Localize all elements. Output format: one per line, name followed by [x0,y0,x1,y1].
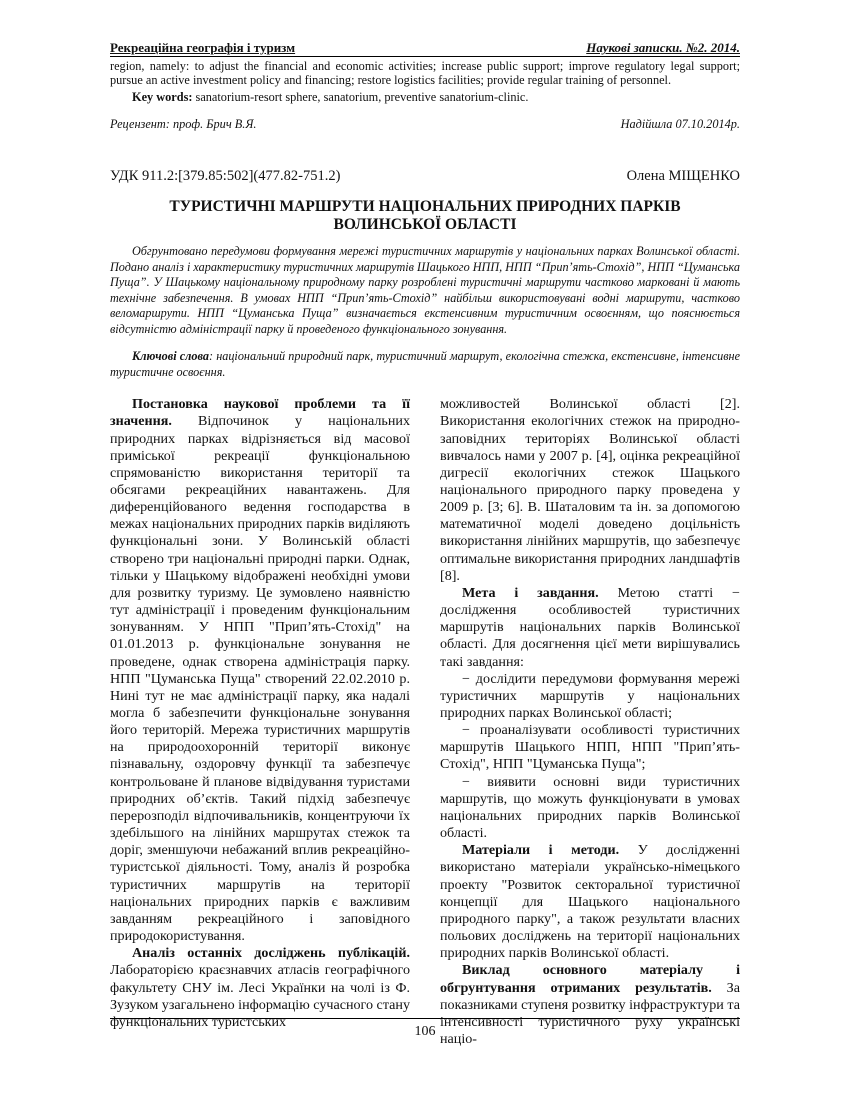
paragraph: Мета і завдання. Метою статті − дослідження особливостей туристичних маршрутів національних парків Волинської області. Для досягнення цієї мети вирішувались такі завдання: [440,584,740,670]
journal-issue: Наукові записки. №2. 2014. [586,40,740,55]
received-date: Надійшла 07.10.2014р. [620,117,740,131]
english-keywords-text: sanatorium-resort sphere, sanatorium, preventive sanatorium-clinic. [192,90,529,104]
paragraph: Матеріали і методи. У дослідженні використано матеріали українсько-німецького проекту "Розвиток секторальної туристичної концепції для Шацького національного природного парку", а також результати власних польових досліджень на території національних природних парків Волинської області. [440,842,740,962]
right-column [440,396,740,1048]
section-heading: Виклад основного матеріалу і обгрунтування отриманих результатів. [440,962,740,996]
article-title-line: ТУРИСТИЧНІ МАРШРУТИ НАЦІОНАЛЬНИХ ПРИРОДНИХ ПАРКІВ [169,198,681,215]
article-title-line: ВОЛИНСЬКОЇ ОБЛАСТІ [333,216,517,233]
ukrainian-keywords-text: : національний природний парк, туристичний маршрут, екологічна стежка, екстенсивне, інтенсивне туристичне освоєння. [110,349,740,379]
section-heading: Постановка наукової проблеми та її значення. [110,396,410,430]
page-number: 106 [414,1024,436,1039]
udc-code: УДК 911.2:[379.85:502](477.82-751.2) [110,168,341,184]
review-row [110,117,740,132]
journal-section: Рекреаційна географія і туризм [110,40,296,55]
paragraph: Постановка наукової проблеми та її значення. Відпочинок у національних природних парках відрізняється від масової приміської рекреації функціональною спрямованістю використання території та обсягами рекреаційних навантажень. Для диференційованого ведення господарства в межах національних природних парків виділяють функціональні зони. У Волинській області створено три національні природні парки. Однак, тільки у Шацькому відображені необхідні умови для розвитку туризму. Це зумовлено наявністю тут адміністрації і проведеним функціональним зонуванням. У НПП "Прип’ять-Стохід" на 01.01.2013 р. функціональне зонування не проведене, однак створена адміністрація парку. НПП "Цуманська Пуща" створений 22.02.2010 р. Нині тут не має адміністрації парку, яка надалі могла б забезпечити функціональне зонування його територій. Мережа туристичних маршрутів на природоохоронній території виконує пізнавальну, оздоровчу функції та забезпечує контрольоване й планове відвідування туристами природних об’єктів. Такий підхід забезпечує перерозподіл відпочивальників, концентруючи їх здебільшого на лінійних маршрутах стежок та доріг, зменшуючи небажаний вплив рекреаційно-туристської діяльності. Тому, аналіз й розробка туристичних маршрутів на території національних природних парків є важливим завданням рекреаційного і заповідного природокористування. [110,396,410,945]
ukrainian-abstract: Обгрунтовано передумови формування мережі туристичних маршрутів у національних парках Волинської області. Подано аналіз і характеристику туристичних маршрутів Шацького НПП, НПП “Прип’ять-Стохід”, НПП “Цуманська Пуща”. У Шацькому національному природному парку розроблені туристичні маршрути частково марковані й мають технічне забезпечення. В умовах НПП “Прип’ять-Стохід” найбільш використовувані водні маршрути, частково веломаршрути. НПП “Цуманська Пуща” визначається екстенсивним туристичним освоєнням, що пояснюється відсутністю адміністрації парку й проведеного функціонального зонування. [110,244,740,336]
footer-rule [110,1018,740,1019]
body-columns [110,396,740,1048]
english-keywords-label: Key words: [132,90,193,104]
author-name: Олена МІЩЕНКО [626,168,740,184]
ukrainian-keywords-label: Ключові слова [132,349,209,364]
running-header [110,40,740,57]
udc-row [110,168,740,185]
article-title [110,198,740,234]
paragraph: Аналіз останніх досліджень публікацій. Лабораторією краєзнавчих атласів географічного факультету СНУ ім. Лесі Українки на чолі із Ф. Зузуком узагальнено інформацію сучасного стану функціональних туристських [110,945,410,1030]
section-heading: Матеріали і методи. [462,842,620,859]
reviewer: Рецензент: проф. Брич В.Я. [110,117,257,131]
page [110,40,740,1048]
task-item: − виявити основні види туристичних маршрутів, що можуть функціонувати в умовах національних природних парків Волинської області. [440,773,740,842]
ukrainian-keywords [110,349,740,380]
left-column [110,396,410,1048]
paragraph: можливостей Волинської області [2]. Використання екологічних стежок на природно-заповідних територіях Волинської області вивчалось нами у 2007 р. [4], оцінка рекреаційної дигресії екологічних стежок Шацького національного природного парку проведена у 2009 р. [3; 6]. В. Шаталовим та ін. за допомогою математичної моделі доведено доцільність використання лінійних маршрутів, що забезпечує оптимальне використання природних ландшафтів [8]. [440,396,740,584]
section-heading: Аналіз останніх досліджень публікацій. [132,945,410,962]
task-item: − дослідити передумови формування мережі туристичних маршрутів у національних природних парках Волинської області; [440,670,740,721]
section-heading: Мета і завдання. [462,584,599,601]
paragraph: Виклад основного матеріалу і обгрунтування отриманих результатів. За показниками ступеня розвитку інфраструктури та інтенсивності туристичного руху українські націо- [440,962,741,1047]
task-item: − проаналізувати особливості туристичних маршрутів Шацького НПП, НПП "Прип’ять-Стохід", НПП "Цуманська Пуща"; [440,722,740,773]
english-abstract-tail: region, namely: to adjust the financial and economic activities; increase public support; improve regulatory legal support; pursue an active investment policy and financing; restore logistics facilities; provide regular training of personnel. [110,59,740,87]
english-keywords [132,90,740,104]
